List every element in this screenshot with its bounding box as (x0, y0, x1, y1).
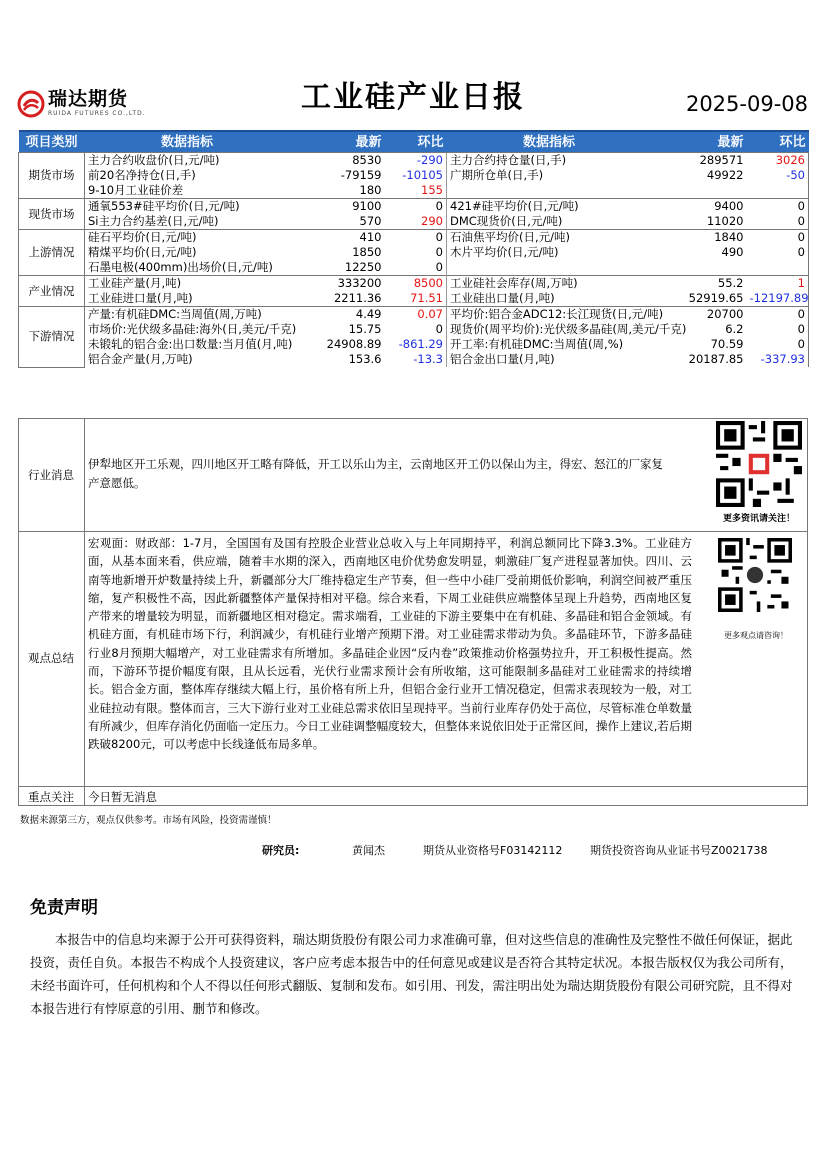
table-row (19, 260, 809, 276)
change-value: 71.51 (410, 291, 443, 305)
change-value: -13.3 (413, 352, 443, 366)
change-value: -12197.89 (747, 291, 809, 307)
table-row (19, 168, 809, 183)
indicator-label: 铝合金产量(月,万吨) (88, 352, 193, 366)
table-row (19, 307, 809, 323)
latest-value: 1850 (352, 245, 382, 259)
latest-value: 289571 (652, 153, 747, 169)
latest-value: 11020 (706, 214, 744, 228)
latest-value: 55.2 (652, 276, 747, 292)
indicator-label: 工业硅社会库存(周,万吨) (447, 276, 652, 292)
change-value: 0 (385, 199, 447, 215)
change-value: -337.93 (747, 352, 809, 367)
empty-cell (447, 260, 652, 276)
indicator-label: 工业硅出口量(月,吨) (447, 291, 652, 307)
latest-value: 6.2 (725, 322, 744, 336)
logo-text-cn: 瑞达期货 (48, 88, 129, 110)
indicator-label: 木片平均价(日,元/吨) (447, 245, 652, 260)
logo-text-en: RUIDA FUTURES CO.,LTD. (48, 110, 146, 117)
latest-value: 153.6 (348, 352, 382, 366)
table-row (19, 183, 809, 199)
indicator-label: 主力合约收盘价(日,元/吨) (85, 153, 290, 169)
empty-cell (447, 183, 652, 199)
category-spot: 现货市场 (19, 199, 85, 230)
table-row (19, 337, 809, 352)
indicator-label: 产量:有机硅DMC:当周值(周,万吨) (85, 307, 290, 323)
data-table (18, 130, 809, 368)
category-downstream: 下游情况 (19, 307, 85, 368)
col-latest-2: 最新 (652, 131, 747, 153)
change-value: 0 (747, 199, 809, 215)
latest-value: 20187.85 (688, 352, 744, 366)
latest-value: 1840 (652, 230, 747, 246)
indicator-label: 前20名净持仓(日,手) (88, 168, 196, 182)
table-row (19, 276, 809, 292)
change-value: 0 (747, 322, 809, 337)
change-value: -10105 (402, 168, 443, 182)
empty-cell (747, 183, 809, 199)
latest-value: 410 (290, 230, 385, 246)
col-indicator: 数据指标 (85, 131, 290, 153)
category-focus: 重点关注 (28, 790, 74, 804)
indicator-label: 工业硅产量(月,吨) (85, 276, 290, 292)
indicator-label: 主力合约持仓量(日,手) (447, 153, 652, 169)
change-value: 0 (747, 245, 809, 260)
table-row (19, 199, 809, 215)
report-title: 工业硅产业日报 (301, 80, 525, 115)
change-value: 0 (385, 230, 447, 246)
qr-code-icon (716, 421, 802, 507)
table-row (19, 230, 809, 246)
news-text: 伊犁地区开工乐观，四川地区开工略有降低，开工以乐山为主，云南地区开工仍以保山为主，得宏、怒江的厂家复产意愿低。 (88, 457, 663, 490)
indicator-label: Si主力合约基差(日,元/吨) (88, 214, 219, 228)
researcher-name: 黄闻杰 (352, 844, 385, 857)
latest-value: 15.75 (348, 322, 382, 336)
latest-value: 4.49 (290, 307, 385, 323)
category-futures: 期货市场 (19, 153, 85, 199)
disclaimer-title: 免责声明 (30, 898, 98, 918)
latest-value: 52919.65 (688, 291, 744, 305)
researcher-label: 研究员: (262, 844, 300, 857)
wechat-qr-code-icon (718, 538, 792, 612)
latest-value: 70.59 (710, 337, 744, 351)
col-indicator-2: 数据指标 (447, 131, 652, 153)
change-value: 0 (747, 214, 809, 230)
empty-cell (652, 183, 747, 199)
qr-caption: 更多观点请咨询！ (724, 631, 788, 640)
change-value: 0 (747, 337, 809, 352)
col-latest: 最新 (290, 131, 385, 153)
researcher-cert-1: 期货从业资格号F03142112 (423, 844, 563, 857)
category-upstream: 上游情况 (19, 230, 85, 276)
change-value: 155 (421, 183, 443, 197)
table-row (19, 352, 809, 367)
table-row (19, 322, 809, 337)
change-value: 0 (435, 260, 443, 274)
view-text: 宏观面：财政部：1-7月，全国国有及国有控股企业营业总收入与上年同期持平，利润总额同比下降3.3%。工业硅方面，从基本面来看，供应端，随着丰水期的深入，西南地区电价优势愈发明显，刺激硅厂复产进程显著加快。四川、云南等地新增开炉数量持续上升，新疆部分大厂维持稳定生产节奏，但一些中小硅厂受前期低价影响，利润空间被严重压缩，复产积极性不高，因此新疆整体产量保持相对平稳。综合来看，下周工业硅供应端整体呈现上升趋势，西南地区复产带来的增量较为明显，而新疆地区相对稳定。需求端看，工业硅的下游主要集中在有机硅、多晶硅和铝合金领域。有机硅方面，有机硅市场下行，利润减少，有机硅行业增产预期下滑。对工业硅需求带动为负。多晶硅环节，下游多晶硅行业8月预期大幅增产，对工业硅需求有所增加。多晶硅企业因“反内卷”政策推动价格强势拉升，开工积极性提高。然而，下游环节提价幅度有限，且从长远看，光伏行业需求预计会有所收缩，这可能限制多晶硅对工业硅需求的持续增长。铝合金方面，整体库存继续大幅上行，虽价格有所上升，但铝合金行业开工情况稳定，但需求表现较为一般，对工业硅拉动有限。整体而言，三大下游行业对工业硅总需求依旧呈现持平。当前行业库存仍处于高位，尽管标准仓单数量有所减少，但库存消化仍面临一定压力。今日工业硅调整幅度较大，但整体来说依旧处于正常区间，操作上建议,若后期跌破8200元，可以考虑中长线逢低布局多单。 (88, 536, 692, 752)
change-value: -861.29 (398, 337, 443, 351)
change-value: 0 (435, 245, 443, 259)
disclaimer-text: 本报告中的信息均来源于公开可获得资料，瑞达期货股份有限公司力求准确可靠，但对这些信息的准确性及完整性不做任何保证，据此投资，责任自负。本报告不构成个人投资建议，客户应考虑本报告中的任何意见或建议是否符合其特定状况。本报告版权仅为我公司所有，未经书面许可，任何机构和个人不得以任何形式翻版、复制和发布。如引用、刊发，需注明出处为瑞达期货股份有限公司研究院，且不得对本报告进行有悖原意的引用、删节和修改。 (30, 932, 793, 1016)
qr-caption: 更多资讯请关注！ (722, 514, 795, 524)
indicator-label: 现货价(周平均价):光伏级多晶硅(周,美元/千克) (447, 322, 652, 337)
indicator-label: 未锻轧的铝合金:出口数量:当月值(月,吨) (88, 337, 293, 351)
indicator-label: 421#硅平均价(日,元/吨) (447, 199, 652, 215)
table-row (19, 291, 809, 307)
change-value: 0 (747, 230, 809, 246)
focus-text: 今日暂无消息 (88, 790, 157, 804)
latest-value: 2211.36 (333, 291, 382, 305)
latest-value: 490 (721, 245, 744, 259)
latest-value: -79159 (340, 168, 382, 182)
latest-value: 12250 (344, 260, 382, 274)
change-value: 3026 (747, 153, 809, 169)
change-value: -50 (747, 168, 809, 183)
indicator-label: 铝合金出口量(月,吨) (447, 352, 652, 367)
empty-cell (652, 260, 747, 276)
category-industry: 产业情况 (19, 276, 85, 307)
indicator-label: 精煤平均价(日,元/吨) (88, 245, 197, 259)
latest-value: 20700 (652, 307, 747, 323)
table-row (19, 245, 809, 260)
latest-value: 49922 (706, 168, 744, 182)
col-category: 项目类别 (19, 131, 85, 153)
change-value: 0 (435, 322, 443, 336)
indicator-label: 硅石平均价(日,元/吨) (85, 230, 290, 246)
report-date: 2025-09-08 (685, 92, 808, 116)
category-view: 观点总结 (28, 651, 74, 665)
category-news: 行业消息 (28, 468, 74, 482)
latest-value: 24908.89 (326, 337, 382, 351)
change-value: 290 (421, 214, 443, 228)
researcher-cert-2: 期货投资咨询从业证书号Z0021738 (590, 844, 768, 857)
indicator-label: DMC现货价(日,元/吨) (447, 214, 652, 230)
change-value: 0 (747, 307, 809, 323)
indicator-label: 市场价:光伏级多晶硅:海外(日,美元/千克) (88, 322, 297, 336)
table-header-row (19, 131, 809, 153)
change-value: 1 (747, 276, 809, 292)
latest-value: 9100 (290, 199, 385, 215)
table-row (19, 214, 809, 230)
data-source-note: 数据来源第三方，观点仅供参考。市场有风险，投资需谨慎！ (20, 815, 277, 826)
report-header (18, 78, 808, 128)
indicator-label: 广期所仓单(日,手) (447, 168, 652, 183)
latest-value: 8530 (290, 153, 385, 169)
empty-cell (747, 260, 809, 276)
latest-value: 180 (359, 183, 382, 197)
indicator-label: 通氧553#硅平均价(日,元/吨) (85, 199, 290, 215)
latest-value: 9400 (652, 199, 747, 215)
indicator-label: 石墨电极(400mm)出场价(日,元/吨) (88, 260, 273, 274)
col-change-2: 环比 (747, 131, 809, 153)
indicator-label: 平均价:铝合金ADC12:长江现货(日,元/吨) (447, 307, 652, 323)
change-value: 8500 (385, 276, 447, 292)
change-value: -290 (385, 153, 447, 169)
indicator-label: 工业硅进口量(月,吨) (88, 291, 193, 305)
col-change: 环比 (385, 131, 447, 153)
latest-value: 570 (359, 214, 382, 228)
latest-value: 333200 (290, 276, 385, 292)
indicator-label: 石油焦平均价(日,元/吨) (447, 230, 652, 246)
table-row (19, 153, 809, 169)
indicator-label: 9-10月工业硅价差 (88, 183, 184, 197)
change-value: 0.07 (385, 307, 447, 323)
indicator-label: 开工率:有机硅DMC:当周值(周,%) (447, 337, 652, 352)
